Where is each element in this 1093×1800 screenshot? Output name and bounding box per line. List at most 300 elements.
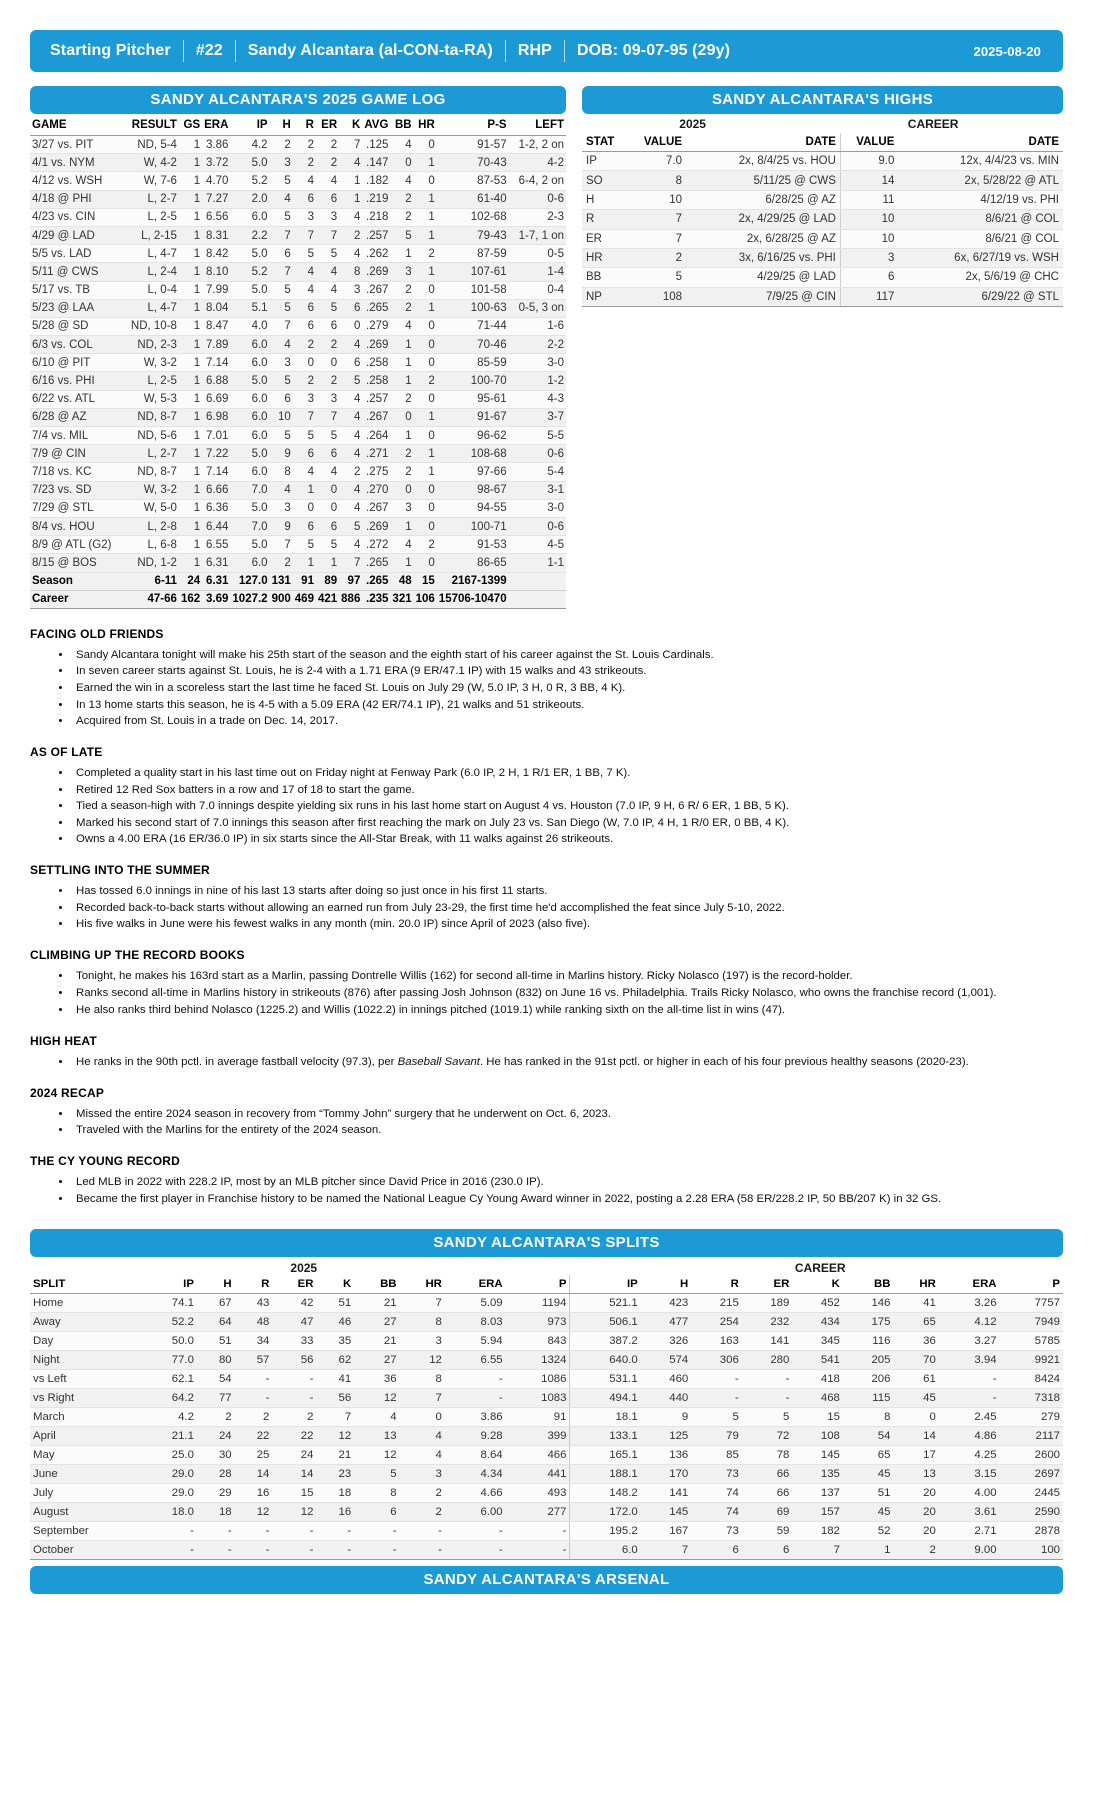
splits-cell-h-11: 7 [641,1540,692,1559]
splits-cell-er-13: - [742,1369,793,1388]
splits-cell-h-2: 30 [197,1445,235,1464]
game-log-cell-result: L, 4-7 [125,299,179,317]
splits-cell-era-8: 3.86 [445,1407,506,1426]
splits-cell-hr-7: 12 [400,1350,445,1369]
game-log-col-avg: AVG [362,116,390,136]
game-log-cell-r: 0 [293,354,316,372]
game-log-cell-hr: 0 [414,136,437,154]
splits-cell-hr-16: 61 [893,1369,938,1388]
game-log-cell-hr: 1 [414,445,437,463]
highs-col-value-1: VALUE [628,133,686,152]
game-log-cell-bb: 5 [390,226,413,244]
game-log-cell-gs: 1 [179,263,202,281]
splits-cell-split-0: April [30,1426,140,1445]
splits-cell-bb-6: 12 [354,1388,399,1407]
game-log-cell-k: 6 [339,299,362,317]
game-log-header-row [30,116,566,136]
game-log-cell-era: 8.42 [202,245,230,263]
splits-cell-hr-16: 20 [893,1521,938,1540]
game-log-cell-era: 7.27 [202,190,230,208]
splits-cell-split-0: vs Right [30,1388,140,1407]
splits-cell-bb-6: 21 [354,1331,399,1350]
player-name: Sandy Alcantara (al-CON-ta-RA) [247,42,493,59]
splits-cell-hr-16: 2 [893,1540,938,1559]
game-log-cell-game: 6/28 @ AZ [30,408,125,426]
game-log-cell-game: 7/23 vs. SD [30,481,125,499]
splits-cell-ip-1: 4.2 [140,1407,197,1426]
splits-header-row [30,1275,1063,1294]
game-log-cell-left: 1-2 [509,372,566,390]
splits-cell-p-18: 2117 [1000,1426,1063,1445]
game-log-cell-ip: 7.0 [230,481,269,499]
game-log-cell-ip: 5.0 [230,372,269,390]
game-log-col-h: H [270,116,293,136]
splits-cell-bb-15: 116 [843,1331,894,1350]
game-log-cell-h: 7 [270,226,293,244]
splits-cell-h-11: 440 [641,1388,692,1407]
player-header-left [46,40,742,62]
game-log-total-cell-result: 47-66 [125,590,179,608]
splits-cell-p-9: 1083 [506,1388,570,1407]
splits-cell-r-3: 57 [235,1350,273,1369]
game-log-cell-bb: 4 [390,536,413,554]
splits-cell-split-0: Day [30,1331,140,1350]
splits-cell-er-13: 69 [742,1502,793,1521]
game-log-cell-left: 0-5, 3 on [509,299,566,317]
splits-col-hr-7: HR [400,1275,445,1294]
game-log-cell-hr: 0 [414,554,437,572]
game-log-cell-avg: .269 [362,336,390,354]
game-log-cell-result: L, 4-7 [125,245,179,263]
splits-cell-bb-15: 51 [843,1483,894,1502]
splits-cell-ip-10: 521.1 [570,1293,641,1312]
game-log-cell-hr: 1 [414,154,437,172]
splits-cell-split-0: September [30,1521,140,1540]
game-log-row [30,427,566,445]
splits-cell-ip-10: 640.0 [570,1350,641,1369]
splits-col-r-3: R [235,1275,273,1294]
note-bullet: • Marked his second start of 7.0 innings this season after first reaching the mark on July 23 vs. San Diego (W, 7.0 IP, 4 H, 1 R/0 ER, 0 BB, 4 K). [72,816,1063,831]
game-log-cell-h: 5 [270,427,293,445]
highs-col-date-2: DATE [686,133,840,152]
splits-cell-ip-10: 506.1 [570,1312,641,1331]
game-log-cell-er: 2 [316,336,339,354]
splits-cell-k-5: 51 [316,1293,354,1312]
note-bullet-list [50,1055,1063,1070]
splits-cell-k-5: 7 [316,1407,354,1426]
splits-cell-er-13: - [742,1388,793,1407]
game-log-cell-result: L, 2-5 [125,372,179,390]
game-log-cell-k: 4 [339,336,362,354]
highs-row [582,210,1063,229]
game-log-cell-p-s: 87-59 [437,245,509,263]
game-log-cell-r: 5 [293,245,316,263]
game-log-cell-gs: 1 [179,172,202,190]
splits-col-r-12: R [691,1275,742,1294]
splits-cell-hr-16: 36 [893,1331,938,1350]
game-log-cell-gs: 1 [179,336,202,354]
game-log-cell-h: 9 [270,445,293,463]
splits-cell-ip-10: 494.1 [570,1388,641,1407]
highs-cell-value-1: 8 [628,171,686,190]
game-log-cell-result: ND, 8-7 [125,463,179,481]
game-log-cell-p-s: 107-61 [437,263,509,281]
note-bullet: • Traveled with the Marlins for the entirety of the 2024 season. [72,1123,1063,1138]
game-log-cell-game: 4/23 vs. CIN [30,208,125,226]
splits-cell-hr-7: 7 [400,1293,445,1312]
splits-col-ip-1: IP [140,1275,197,1294]
game-log-cell-gs: 1 [179,299,202,317]
game-log-cell-era: 4.70 [202,172,230,190]
game-log-cell-p-s: 79-43 [437,226,509,244]
game-log-cell-gs: 1 [179,154,202,172]
game-log-cell-gs: 1 [179,499,202,517]
game-log-cell-bb: 1 [390,245,413,263]
splits-cell-era-8: 5.94 [445,1331,506,1350]
game-log-cell-avg: .265 [362,299,390,317]
splits-cell-r-3: 14 [235,1464,273,1483]
splits-cell-er-4: - [272,1540,316,1559]
game-log-cell-er: 6 [316,317,339,335]
splits-cell-split-0: August [30,1502,140,1521]
game-log-cell-ip: 6.0 [230,463,269,481]
splits-cell-k-5: 21 [316,1445,354,1464]
highs-row [582,171,1063,190]
splits-cell-era-8: 5.09 [445,1293,506,1312]
splits-cell-h-11: 141 [641,1483,692,1502]
game-log-cell-er: 2 [316,372,339,390]
game-log-cell-result: W, 3-2 [125,354,179,372]
game-log-cell-ip: 5.2 [230,172,269,190]
splits-cell-bb-6: 8 [354,1483,399,1502]
splits-col-p-9: P [506,1275,570,1294]
game-log-cell-bb: 1 [390,372,413,390]
game-log-row [30,372,566,390]
game-log-cell-hr: 0 [414,172,437,190]
splits-cell-k-5: 12 [316,1426,354,1445]
game-log-row [30,336,566,354]
game-log-cell-era: 6.31 [202,554,230,572]
game-log-col-bb: BB [390,116,413,136]
game-log-cell-bb: 1 [390,354,413,372]
game-log-cell-left: 4-3 [509,390,566,408]
splits-cell-k-14: 345 [792,1331,843,1350]
game-log-row [30,317,566,335]
game-log-cell-era: 7.22 [202,445,230,463]
splits-cell-k-5: 35 [316,1331,354,1350]
game-log-cell-p-s: 100-70 [437,372,509,390]
splits-col-bb-6: BB [354,1275,399,1294]
game-log-cell-p-s: 85-59 [437,354,509,372]
splits-cell-bb-6: 6 [354,1502,399,1521]
splits-cell-ip-10: 133.1 [570,1426,641,1445]
note-bullet: • Sandy Alcantara tonight will make his 25th start of the season and the eighth start of his career against the St. Louis Cardinals. [72,648,1063,663]
splits-cell-split-0: March [30,1407,140,1426]
highs-cell-value-1: 7 [628,210,686,229]
game-log-cell-bb: 0 [390,408,413,426]
game-log-cell-p-s: 98-67 [437,481,509,499]
game-log-cell-hr: 1 [414,299,437,317]
highs-cell-date-4: 12x, 4/4/23 vs. MIN [898,152,1063,171]
game-log-cell-left: 0-6 [509,190,566,208]
splits-cell-hr-7: 4 [400,1426,445,1445]
game-log-cell-r: 0 [293,499,316,517]
splits-cell-ip-10: 6.0 [570,1540,641,1559]
splits-cell-bb-6: 13 [354,1426,399,1445]
game-log-cell-era: 7.01 [202,427,230,445]
game-log-cell-h: 6 [270,245,293,263]
game-log-cell-er: 0 [316,481,339,499]
splits-cell-h-11: 423 [641,1293,692,1312]
game-log-cell-ip: 5.1 [230,299,269,317]
splits-cell-er-13: 189 [742,1293,793,1312]
splits-cell-hr-16: 70 [893,1350,938,1369]
splits-cell-p-18: 9921 [1000,1350,1063,1369]
game-log-cell-hr: 0 [414,517,437,535]
splits-cell-r-3: - [235,1521,273,1540]
game-log-total-cell-r: 469 [293,590,316,608]
game-log-cell-result: W, 5-0 [125,499,179,517]
game-log-cell-left: 3-1 [509,481,566,499]
splits-cell-p-18: 2878 [1000,1521,1063,1540]
game-log-cell-k: 5 [339,517,362,535]
note-bullet: • Led MLB in 2022 with 228.2 IP, most by an MLB pitcher since David Price in 2016 (230.0 IP). [72,1175,1063,1190]
game-log-cell-avg: .270 [362,481,390,499]
splits-cell-ip-10: 18.1 [570,1407,641,1426]
splits-row [30,1521,1063,1540]
game-log-cell-k: 4 [339,245,362,263]
splits-cell-k-14: 434 [792,1312,843,1331]
note-heading: HIGH HEAT [30,1033,97,1048]
highs-cell-stat-0: BB [582,268,628,287]
game-log-col-result: RESULT [125,116,179,136]
game-log-cell-hr: 0 [414,336,437,354]
game-log-cell-hr: 2 [414,245,437,263]
splits-cell-p-18: 5785 [1000,1331,1063,1350]
game-log-cell-hr: 0 [414,499,437,517]
splits-cell-era-8: - [445,1369,506,1388]
game-log-cell-k: 7 [339,554,362,572]
splits-cell-hr-16: 17 [893,1445,938,1464]
game-log-cell-hr: 0 [414,481,437,499]
game-log-cell-result: W, 4-2 [125,154,179,172]
splits-cell-bb-15: 1 [843,1540,894,1559]
splits-cell-r-3: - [235,1540,273,1559]
splits-cell-era-17: - [939,1388,1000,1407]
game-log-cell-gs: 1 [179,390,202,408]
splits-cell-p-9: 493 [506,1483,570,1502]
game-log-cell-k: 4 [339,481,362,499]
note-bullet: • Recorded back-to-back starts without allowing an earned run from July 23-29, the first time he'd accomplished the feat since July 5-10, 2022. [72,901,1063,916]
splits-cell-bb-15: 205 [843,1350,894,1369]
game-log-cell-k: 2 [339,463,362,481]
note-bullet: • His five walks in June were his fewest walks in any month (min. 20.0 IP) since April of 2023 (also five). [72,917,1063,932]
highs-cell-value-3: 11 [840,190,898,209]
splits-cell-bb-15: 115 [843,1388,894,1407]
game-log-col-game: GAME [30,116,125,136]
game-log-cell-ip: 6.0 [230,427,269,445]
splits-cell-k-5: 41 [316,1369,354,1388]
game-log-cell-avg: .182 [362,172,390,190]
splits-cell-hr-7: 3 [400,1464,445,1483]
splits-cell-p-9: 973 [506,1312,570,1331]
splits-cell-ip-10: 172.0 [570,1502,641,1521]
splits-col-h-2: H [197,1275,235,1294]
game-log-cell-result: L, 2-15 [125,226,179,244]
splits-cell-era-17: 4.12 [939,1312,1000,1331]
splits-cell-p-9: 1086 [506,1369,570,1388]
splits-cell-er-4: 14 [272,1464,316,1483]
game-log-cell-game: 6/16 vs. PHI [30,372,125,390]
game-log-cell-hr: 1 [414,226,437,244]
splits-cell-p-18: 100 [1000,1540,1063,1559]
game-log-cell-p-s: 95-61 [437,390,509,408]
note-heading: FACING OLD FRIENDS [30,626,164,641]
highs-cell-stat-0: SO [582,171,628,190]
game-log-cell-era: 8.04 [202,299,230,317]
game-log-cell-game: 8/4 vs. HOU [30,517,125,535]
splits-cell-ip-10: 188.1 [570,1464,641,1483]
splits-cell-er-13: 59 [742,1521,793,1540]
game-log-cell-er: 0 [316,354,339,372]
splits-cell-ip-1: 21.1 [140,1426,197,1445]
game-log-cell-bb: 2 [390,463,413,481]
game-log-cell-r: 4 [293,281,316,299]
splits-table [30,1275,1063,1560]
splits-cell-er-13: 5 [742,1407,793,1426]
highs-cell-stat-0: HR [582,248,628,267]
splits-cell-r-3: 16 [235,1483,273,1502]
splits-cell-k-5: 23 [316,1464,354,1483]
splits-cell-k-5: 62 [316,1350,354,1369]
game-log-cell-gs: 1 [179,208,202,226]
highs-group-2025: 2025 [679,117,706,131]
splits-cell-hr-16: 0 [893,1407,938,1426]
splits-cell-bb-6: 27 [354,1312,399,1331]
game-log-cell-gs: 1 [179,427,202,445]
game-log-total-cell-left [509,572,566,590]
splits-cell-bb-6: 5 [354,1464,399,1483]
splits-cell-hr-7: 2 [400,1483,445,1502]
splits-cell-p-18: 279 [1000,1407,1063,1426]
splits-cell-era-8: - [445,1388,506,1407]
game-log-col-hr: HR [414,116,437,136]
game-log-cell-er: 7 [316,408,339,426]
splits-cell-hr-7: 0 [400,1407,445,1426]
game-log-cell-hr: 0 [414,390,437,408]
game-log-cell-p-s: 61-40 [437,190,509,208]
splits-cell-era-17: 4.86 [939,1426,1000,1445]
note-bullet: • Completed a quality start in his last time out on Friday night at Fenway Park (6.0 IP, 2 H, 1 R/1 ER, 1 BB, 7 K). [72,766,1063,781]
game-log-cell-h: 7 [270,536,293,554]
game-log-cell-result: L, 2-7 [125,190,179,208]
splits-row [30,1350,1063,1369]
game-log-total-cell-avg: .265 [362,572,390,590]
game-log-cell-r: 4 [293,172,316,190]
game-log-cell-avg: .147 [362,154,390,172]
splits-cell-h-11: 136 [641,1445,692,1464]
splits-cell-bb-6: 36 [354,1369,399,1388]
game-log-cell-avg: .267 [362,281,390,299]
splits-cell-p-18: 2445 [1000,1483,1063,1502]
game-log-cell-r: 5 [293,427,316,445]
game-log-cell-game: 3/27 vs. PIT [30,136,125,154]
splits-col-split-0: SPLIT [30,1275,140,1294]
splits-cell-p-18: 7318 [1000,1388,1063,1407]
splits-cell-k-14: 108 [792,1426,843,1445]
splits-cell-era-8: 8.03 [445,1312,506,1331]
game-log-total-cell-hr: 106 [414,590,437,608]
game-log-cell-gs: 1 [179,554,202,572]
game-log-cell-left: 1-7, 1 on [509,226,566,244]
game-log-cell-h: 4 [270,336,293,354]
highs-cell-value-3: 10 [840,229,898,248]
game-log-cell-hr: 0 [414,281,437,299]
game-log-cell-ip: 6.0 [230,208,269,226]
splits-cell-r-12: 73 [691,1464,742,1483]
splits-cell-hr-7: 2 [400,1502,445,1521]
game-log-cell-result: L, 6-8 [125,536,179,554]
game-log-cell-p-s: 70-46 [437,336,509,354]
game-log-total-cell-bb: 48 [390,572,413,590]
game-log-cell-avg: .272 [362,536,390,554]
game-log-cell-r: 3 [293,208,316,226]
splits-cell-r-12: - [691,1388,742,1407]
splits-cell-era-17: 3.61 [939,1502,1000,1521]
splits-cell-bb-15: 65 [843,1445,894,1464]
splits-cell-p-9: 1324 [506,1350,570,1369]
game-log-cell-bb: 4 [390,136,413,154]
highs-row [582,152,1063,171]
highs-cell-value-1: 2 [628,248,686,267]
game-log-cell-hr: 1 [414,263,437,281]
game-log-cell-h: 4 [270,481,293,499]
note-bullet: • Earned the win in a scoreless start the last time he faced St. Louis on July 29 (W, 5.0 IP, 3 H, 0 R, 3 BB, 4 K). [72,681,1063,696]
game-log-cell-gs: 1 [179,372,202,390]
game-log-cell-p-s: 71-44 [437,317,509,335]
splits-col-bb-15: BB [843,1275,894,1294]
splits-cell-h-11: 9 [641,1407,692,1426]
splits-row [30,1464,1063,1483]
splits-col-k-5: K [316,1275,354,1294]
splits-cell-r-3: 48 [235,1312,273,1331]
splits-cell-h-11: 326 [641,1331,692,1350]
game-log-cell-bb: 2 [390,281,413,299]
splits-cell-ip-10: 165.1 [570,1445,641,1464]
splits-cell-k-14: 145 [792,1445,843,1464]
splits-cell-h-2: 67 [197,1293,235,1312]
game-log-cell-gs: 1 [179,481,202,499]
game-log-cell-r: 2 [293,336,316,354]
game-log-cell-left: 4-5 [509,536,566,554]
splits-cell-er-13: 66 [742,1483,793,1502]
game-log-cell-r: 7 [293,226,316,244]
splits-cell-r-3: 2 [235,1407,273,1426]
game-log-cell-left: 1-1 [509,554,566,572]
splits-row [30,1369,1063,1388]
game-log-cell-k: 2 [339,226,362,244]
highs-cell-date-4: 8/6/21 @ COL [898,229,1063,248]
game-log-cell-gs: 1 [179,463,202,481]
game-log-cell-hr: 2 [414,372,437,390]
game-log-cell-game: 6/3 vs. COL [30,336,125,354]
game-log-cell-left: 0-6 [509,445,566,463]
highs-col-date-4: DATE [898,133,1063,152]
game-log-cell-left: 0-6 [509,517,566,535]
splits-cell-k-14: 135 [792,1464,843,1483]
splits-cell-era-17: 9.00 [939,1540,1000,1559]
splits-cell-h-2: 80 [197,1350,235,1369]
